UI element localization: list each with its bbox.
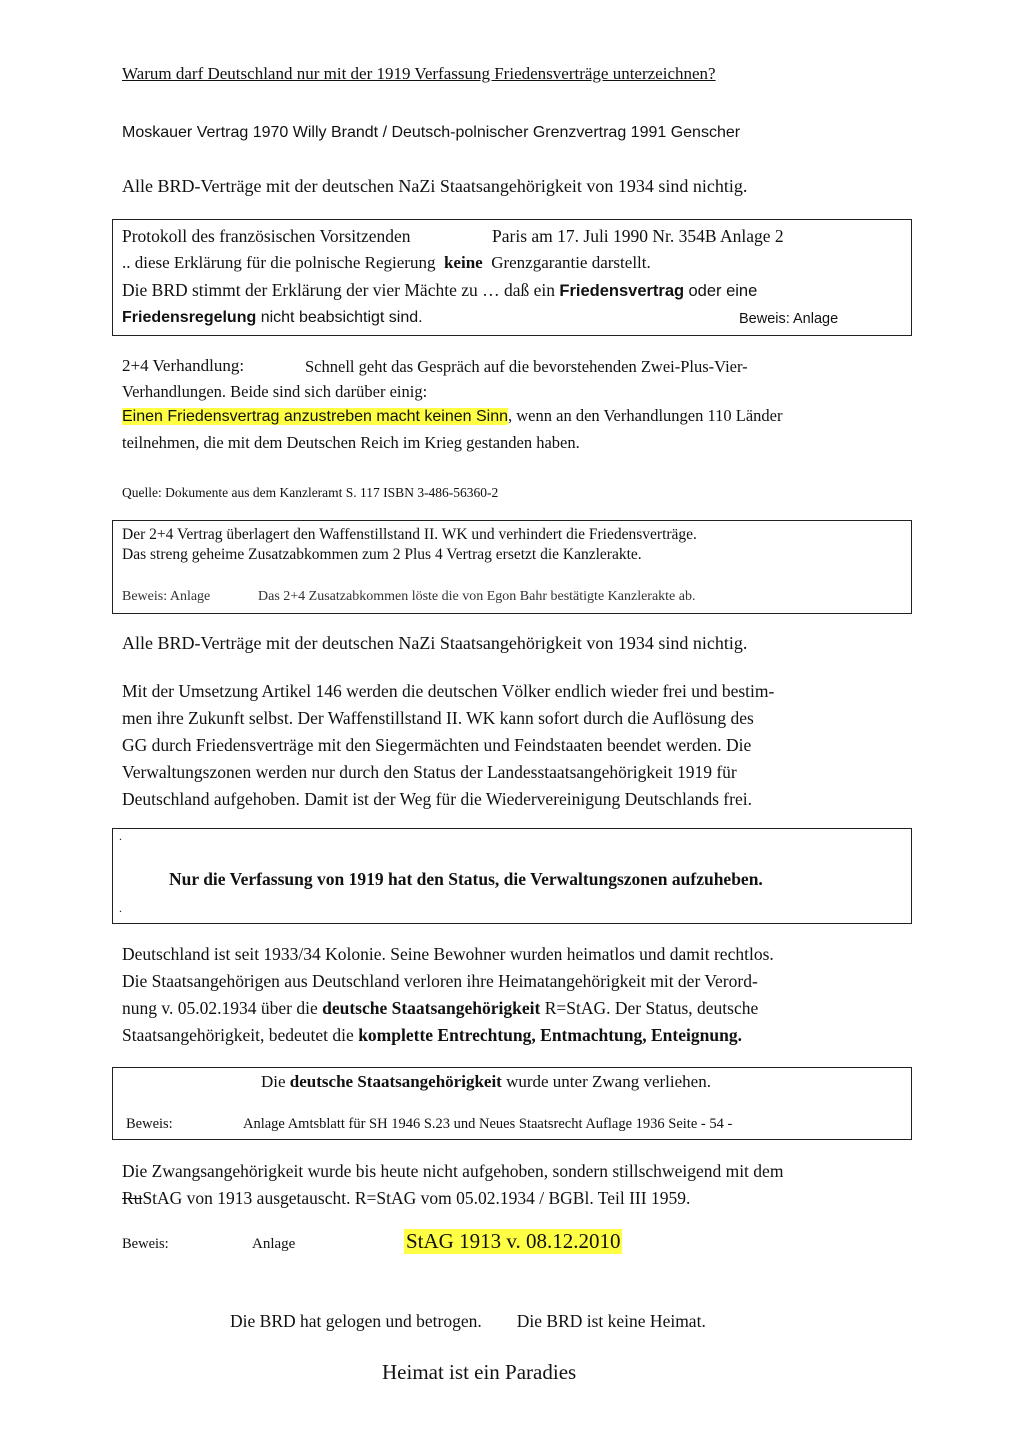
treaty-proof-text: Das 2+4 Zusatzabkommen löste die von Egon Bahr bestätigte Kanzlerakte ab. [258, 589, 696, 604]
protocol-box [112, 219, 912, 336]
subtitle: Moskauer Vertrag 1970 Willy Brandt / Deutsch-polnischer Grenzvertrag 1991 Genscher [122, 124, 741, 141]
closing-statement: Die BRD hat gelogen und betrogen. Die BRD ist keine Heimat. [230, 1311, 706, 1331]
paragraph-line: men ihre Zukunft selbst. Der Waffenstillstand II. WK kann sofort durch die Auflösung des [122, 708, 754, 728]
heimat-statement: Heimat ist ein Paradies [382, 1360, 577, 1384]
final-proof-anlage: Anlage [252, 1236, 296, 1252]
citizenship-proof-text: Anlage Amtsblatt für SH 1946 S.23 und Neues Staatsrecht Auflage 1936 Seite - 54 - [243, 1116, 733, 1132]
treaty-line-2: Das streng geheime Zusatzabkommen zum 2 Plus 4 Vertrag ersetzt die Kanzlerakte. [122, 546, 642, 563]
protocol-reference: Paris am 17. Juli 1990 Nr. 354B Anlage 2 [492, 226, 784, 246]
constitution-statement: Nur die Verfassung von 1919 hat den Status, die Verwaltungszonen aufzuheben. [169, 869, 763, 889]
citizenship-statement: Die deutsche Staatsangehörigkeit wurde unter Zwang verliehen. [261, 1072, 711, 1091]
treaty-line-1: Der 2+4 Vertrag überlagert den Waffenstillstand II. WK und verhindert die Friedensverträge. [122, 526, 697, 543]
negotiation-highlight: Einen Friedensvertrag anzustreben macht keinen Sinn [122, 408, 508, 425]
protocol-line-3: Die BRD stimmt der Erklärung der vier Mächte zu … daß ein Friedensvertrag oder eine [122, 280, 758, 300]
box-dot-top: . [119, 829, 122, 843]
paragraph-line: RuStAG von 1913 ausgetauscht. R=StAG vom 05.02.1934 / BGBl. Teil III 1959. [122, 1188, 691, 1208]
paragraph-line: GG durch Friedensverträge mit den Siegermächten und Feindstaaten beendet werden. Die [122, 735, 752, 755]
negotiation-line-4: teilnehmen, die mit dem Deutschen Reich im Krieg gestanden haben. [122, 433, 580, 452]
citizenship-box [112, 1067, 912, 1140]
protocol-chair-label: Protokoll des französischen Vorsitzenden [122, 226, 411, 246]
negotiation-line-3: Einen Friedensvertrag anzustreben macht keinen Sinn, wenn an den Verhandlungen 110 Länder [122, 406, 783, 425]
nichtig-statement-1: Alle BRD-Verträge mit der deutschen NaZi Staatsangehörigkeit von 1934 sind nichtig. [122, 176, 748, 196]
source-citation: Quelle: Dokumente aus dem Kanzleramt S. 117 ISBN 3-486-56360-2 [122, 485, 499, 500]
protocol-line-4: Friedensregelung nicht beabsichtigt sind. [122, 309, 423, 326]
citizenship-proof-label: Beweis: [126, 1116, 173, 1132]
colony-paragraph [122, 941, 774, 1049]
negotiation-label: 2+4 Verhandlung: [122, 356, 245, 375]
paragraph-line: Deutschland aufgehoben. Damit ist der Weg für die Wiedervereinigung Deutschlands frei. [122, 789, 752, 809]
paragraph-line: Verwaltungszonen werden nur durch den Status der Landesstaatsangehörigkeit 1919 für [122, 762, 737, 782]
article-146-paragraph [122, 678, 774, 813]
negotiation-line-2: Verhandlungen. Beide sind sich darüber einig: [122, 382, 428, 401]
box-dot-bottom: . [119, 901, 122, 915]
protocol-line-2: .. diese Erklärung für die polnische Regierung keine Grenzgarantie darstellt. [122, 253, 651, 272]
nichtig-statement-2: Alle BRD-Verträge mit der deutschen NaZi Staatsangehörigkeit von 1934 sind nichtig. [122, 633, 748, 653]
treaty-proof-label: Beweis: Anlage [122, 589, 211, 604]
stag-1913-highlight: StAG 1913 v. 08.12.2010 [406, 1229, 621, 1253]
paragraph-line: Die Staatsangehörigen aus Deutschland verloren ihre Heimatangehörigkeit mit der Verord- [122, 971, 758, 991]
paragraph-line: nung v. 05.02.1934 über die deutsche Staatsangehörigkeit R=StAG. Der Status, deutsche [122, 998, 759, 1018]
paragraph-line: Staatsangehörigkeit, bedeutet die komplette Entrechtung, Entmachtung, Enteignung. [122, 1025, 742, 1045]
page-title: Warum darf Deutschland nur mit der 1919 Verfassung Friedensverträge unterzeichnen? [122, 64, 716, 83]
paragraph-line: Die Zwangsangehörigkeit wurde bis heute nicht aufgehoben, sondern stillschweigend mit dem [122, 1161, 784, 1181]
protocol-proof: Beweis: Anlage [739, 311, 839, 327]
negotiation-line-1: Schnell geht das Gespräch auf die bevorstehenden Zwei-Plus-Vier- [305, 357, 748, 376]
treaty-box [112, 520, 912, 614]
paragraph-line: Mit der Umsetzung Artikel 146 werden die deutschen Völker endlich wieder frei und bestim- [122, 681, 775, 701]
final-proof-label: Beweis: [122, 1236, 169, 1252]
constitution-box [112, 828, 912, 924]
paragraph-line: Deutschland ist seit 1933/34 Kolonie. Seine Bewohner wurden heimatlos und damit rechtlos. [122, 944, 774, 964]
coercion-paragraph [122, 1158, 783, 1212]
